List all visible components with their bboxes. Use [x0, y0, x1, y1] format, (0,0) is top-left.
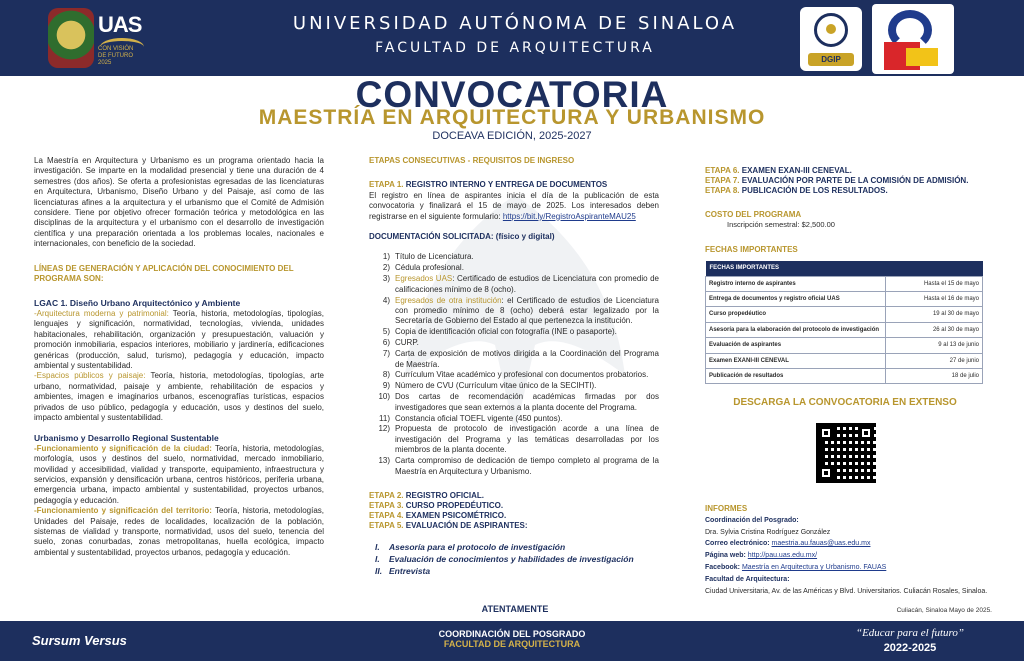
etapa-line: [705, 176, 985, 186]
table-row: [706, 338, 983, 353]
doc-item-number: 11): [379, 413, 390, 423]
doc-item-number: 8): [382, 370, 390, 380]
etapa-1-body: El registro en línea de aspirantes inicia el día de la publicación de esta convocatoria y finalizará el 15 de mayo de 2025. Los interesados deben registrarse en el siguiente formulario:: [369, 190, 659, 221]
fecha-date: 19 al 30 de mayo: [886, 307, 983, 322]
doc-item: [369, 296, 659, 327]
email-link[interactable]: maestria.au.fauas@uas.edu.mx: [771, 540, 871, 548]
fecha-item: Curso propedéutico: [706, 307, 886, 322]
lgac-2-b-text: Teoría, historia, metodologías, Unidades del Paisaje, redes de localidades, localización de la población, sistemas de vialidad y transporte, normatividad, usos del suelo, tenencia del suelo, zonas conurbadas, zonas metropolitanas, huella ecológica, impacto ambiental y sustentabilidad, proyectos urbanos, pedagogía y educación.: [34, 506, 324, 557]
doc-item-text: [395, 296, 659, 327]
costo-text: Inscripción semestral: $2,500.00: [727, 220, 835, 230]
doc-item-text: [395, 263, 659, 273]
doc-item-number: 5): [382, 327, 390, 337]
etapa-line: [369, 491, 659, 501]
evaluation-item-number: I.: [375, 541, 380, 552]
doc-item-text: [395, 274, 659, 295]
lgac-heading: LÍNEAS DE GENERACIÓN Y APLICACIÓN DEL CONOCIMIENTO DEL PROGRAMA SON:: [34, 263, 294, 284]
fb-label: Facebook:: [705, 563, 741, 571]
docs-heading: DOCUMENTACIÓN SOLICITADA: (físico y digital): [369, 232, 555, 242]
fecha-date: Hasta el 15 de mayo: [886, 276, 983, 291]
etapa-line: [705, 166, 985, 176]
fecha-item: Entrega de documentos y registro oficial UAS: [706, 292, 886, 307]
doc-item: [369, 370, 659, 380]
qr-finder-bottom-left: [818, 465, 834, 481]
download-heading: DESCARGA LA CONVOCATORIA EN EXTENSO: [733, 397, 957, 408]
dgip-logo-label: DGIP: [808, 53, 854, 66]
doc-item-text: [395, 456, 659, 477]
lgac-1-title: LGAC 1. Diseño Urbano Arquitectónico y Ambiente: [34, 298, 241, 309]
atentamente-label: ATENTAMENTE: [481, 604, 549, 614]
dgip-core-dot: [826, 24, 836, 34]
doc-item-text: [395, 381, 659, 391]
fecha-date: 18 de julio: [886, 369, 983, 384]
date-place: Culiacán, Sinaloa Mayo de 2025.: [896, 607, 992, 614]
etapa-tag: ETAPA 4.: [369, 510, 404, 520]
doc-item-number: 6): [382, 338, 390, 348]
lgac-1-a-text: Teoría, historia, metodologías, tipologías, lenguajes y significación, normatividad, tecnologías, vivienda, unidades habitacionales, rehabilitación, organización y presupuestación, valuación y promoción inmobiliaria, espacios interiores, mobiliario y jardinería, edificaciones genéricas (producción, salud, turismo), pedagogía y educación, impacto ambiental y sustentabilidad.: [34, 308, 325, 370]
doc-item-text: [395, 327, 659, 337]
lgac-1-b: [34, 371, 324, 423]
uas-logo-text: UAS: [98, 12, 142, 37]
table-row: [706, 307, 983, 322]
doc-item-number: 9): [382, 381, 390, 391]
qr-finder-top-right: [858, 425, 874, 441]
lgac-2-a-label: -Funcionamiento y significación de la ciudad:: [34, 443, 212, 453]
email-label: Correo electrónico:: [705, 540, 770, 548]
doc-item: [369, 252, 659, 262]
dgip-logo: [800, 7, 862, 71]
doc-item: [369, 414, 659, 424]
web-line: [705, 550, 995, 562]
etapa-tag: ETAPA 8.: [705, 186, 740, 195]
evaluation-item: [369, 541, 659, 553]
informes-block: [705, 503, 995, 597]
doc-item-body: : Certificado de estudios de Licenciatura con promedio de calificaciones mínimo de 8 (ocho).: [395, 274, 659, 294]
doc-item-body: Título de Licenciatura.: [395, 252, 474, 262]
doc-item-body: Copia de identificación oficial con fotografía (INE o pasaporte).: [395, 327, 617, 337]
university-name: UNIVERSIDAD AUTÓNOMA DE SINALOA: [292, 13, 738, 34]
doc-item: [369, 381, 659, 391]
qr-finder-top-left: [818, 425, 834, 441]
web-label: Página web:: [705, 552, 746, 560]
program-title: MAESTRÍA EN ARQUITECTURA Y URBANISMO: [258, 106, 766, 129]
web-link[interactable]: http://pau.uas.edu.mx/: [747, 552, 818, 560]
evaluation-list: [369, 541, 659, 577]
etapa-tag: ETAPA 6.: [705, 166, 740, 175]
footer-years: 2022-2025: [883, 642, 937, 654]
lgac-1-b-text: Teoría, historia, metodologías, tipologías, arte urbano, normatividad, paisaje y ambiente, rehabilitación de espacios y ambientes, imagen e imaginarios urbanos, escenografías turísticas, espacios privados de uso público, pedagogía y educación, usos y destinos del suelo, impacto ambiental y sustentabilidad.: [34, 371, 324, 422]
doc-item-body: : el Certificado de estudios de Licenciatura con promedio mínimo de 8 (ocho) deberá estar legalizado por la Secretaría de Gobierno del Estado al que pertenezca la institución.: [395, 295, 659, 326]
page-title: CONVOCATORIA: [355, 74, 669, 115]
doc-item: [369, 263, 659, 273]
fecha-item: Examen EXANI-III CENEVAL: [706, 353, 886, 368]
faculty-logo-yellow-block: [906, 48, 938, 66]
etapa-text: EXAMEN PSICOMÉTRICO.: [403, 510, 507, 520]
etapa-line: [369, 521, 659, 531]
uas-logo-subtext: CON VISIÓN DE FUTURO 2025: [98, 46, 134, 66]
fechas-table: [705, 261, 983, 384]
doc-item: [369, 424, 659, 455]
doc-item-body: Constancia oficial TOEFL vigente (450 puntos).: [395, 413, 563, 423]
doc-item: [369, 338, 659, 348]
faculty-name: FACULTAD DE ARQUITECTURA: [375, 40, 655, 56]
etapa-text: EXAMEN EXAN-III CENEVAL.: [739, 166, 852, 175]
column-left: [34, 156, 324, 558]
doc-item: [369, 349, 659, 370]
fechas-heading: FECHAS IMPORTANTES: [705, 244, 798, 254]
evaluation-item-text: Asesoría para el protocolo de investigación: [389, 541, 566, 552]
etapa-text: CURSO PROPEDÉUTICO.: [403, 500, 504, 510]
doc-item-number: 12): [378, 424, 390, 434]
uas-logo: [98, 12, 170, 68]
doc-item-body: Currículum Vitae académico y profesional con documentos probatorios.: [395, 370, 649, 380]
coord-label: Coordinación del Posgrado:: [705, 516, 799, 524]
registration-link[interactable]: https://bit.ly/RegistroAspiranteMAU25: [502, 211, 636, 221]
lgac-2-b-label: -Funcionamiento y significación del territorio:: [34, 506, 212, 516]
doc-item-number: 1): [382, 252, 390, 262]
fb-line: [705, 562, 995, 574]
doc-item-body: Carta de exposición de motivos dirigida a la Coordinación del Programa de Maestría.: [395, 349, 659, 369]
doc-item-text: [395, 338, 659, 348]
fac-label: Facultad de Arquitectura:: [705, 575, 790, 583]
coord-name: Dra. Sylvia Cristina Rodríguez González: [705, 528, 831, 536]
fecha-date: 27 de junio: [886, 353, 983, 368]
evaluation-item-text: Evaluación de conocimientos y habilidades de investigación: [389, 553, 634, 564]
etapas-heading: ETAPAS CONSECUTIVAS - REQUISITOS DE INGRESO: [369, 156, 575, 165]
fecha-date: 9 al 13 de junio: [886, 338, 983, 353]
evaluation-item: [369, 553, 659, 565]
column-middle: [369, 156, 659, 577]
footer-coordination: [392, 629, 632, 649]
edition-label: DOCEAVA EDICIÓN, 2025-2027: [432, 130, 592, 142]
doc-item-text: [395, 370, 659, 380]
lgac-1-a-label: -Arquitectura moderna y patrimonial:: [34, 308, 169, 318]
doc-item: [369, 327, 659, 337]
lgac-2-a: [34, 444, 324, 506]
etapa-line: [705, 186, 985, 196]
table-row: [706, 353, 983, 368]
doc-item-number: 10): [378, 392, 390, 402]
evaluation-item-number: I.: [375, 553, 380, 564]
doc-item-text: [395, 414, 659, 424]
evaluation-item: [369, 565, 659, 577]
doc-item-text: [395, 424, 659, 455]
column-right: [705, 166, 985, 384]
lgac-1-a: [34, 309, 324, 371]
doc-item-text: [395, 349, 659, 370]
footer-banner: [0, 621, 1024, 661]
table-row: [706, 276, 983, 291]
fecha-item: Publicación de resultados: [706, 369, 886, 384]
fac-address: Ciudad Universitaria, Av. de las Américas y Blvd. Universitarios. Culiacán Rosales, Sinaloa.: [705, 587, 988, 595]
doc-item: [369, 392, 659, 413]
doc-item-highlight: Egresados UAS: [395, 274, 453, 284]
etapa-1-title: [369, 180, 659, 190]
later-etapas: [369, 491, 659, 531]
docs-list: [369, 252, 659, 477]
doc-item-number: 7): [382, 349, 390, 359]
doc-item-body: CURP.: [395, 338, 419, 348]
doc-item-body: Carta compromiso de dedicación de tiempo completo al programa de la Maestría en Arquitectura y Urbanismo.: [395, 456, 659, 476]
fecha-item: Registro interno de aspirantes: [706, 276, 886, 291]
lgac-1-b-label: -Espacios públicos y paisaje:: [34, 371, 146, 381]
footer-motto: Sursum Versus: [32, 633, 127, 648]
fechas-table-header: FECHAS IMPORTANTES: [706, 261, 983, 276]
intro-paragraph: La Maestría en Arquitectura y Urbanismo es un programa orientado hacia la investigación. Se imparte en la modalidad presencial y tiene una duración de 4 semestres (dos años). Se oferta a profesionistas egresadas de las licenciaturas en Arquitectura, Urbanismo, Diseño Urbano y del Paisaje, así como de las licenciaturas afines a la arquitectura y el urbanismo que el Comité de Admisión considere. Tiene por objetivo ofrecer formación teórica y metodológica en las disciplinas de la arquitectura y el urbanismo con el desarrollo de investigación científica y una preparación orientada a los problemas locales, nacionales e internacionales, con beneficio de la sociedad.: [34, 156, 324, 249]
etapa-1-tag: ETAPA 1.: [369, 180, 404, 190]
faculty-logo: [872, 4, 954, 74]
footer-slogan: “Educar para el futuro”: [855, 627, 965, 639]
evaluation-item-number: II.: [375, 565, 383, 576]
fecha-date: Hasta el 16 de mayo: [886, 292, 983, 307]
table-row: [706, 292, 983, 307]
fecha-item: Asesoría para la elaboración del protocolo de investigación: [706, 322, 886, 337]
lgac-2-b: [34, 506, 324, 558]
fecha-item: Evaluación de aspirantes: [706, 338, 886, 353]
doc-item-number: 13): [378, 456, 390, 466]
etapa-tag: ETAPA 2.: [369, 490, 404, 500]
etapa-tag: ETAPA 7.: [705, 176, 740, 185]
final-etapas: [705, 166, 985, 196]
etapa-text: PUBLICACIÓN DE LOS RESULTADOS.: [739, 186, 888, 195]
costo-heading: COSTO DEL PROGRAMA: [705, 210, 802, 219]
qr-code-icon[interactable]: [814, 421, 878, 485]
doc-item-number: 2): [382, 263, 390, 273]
doc-item-number: 4): [382, 295, 390, 305]
table-row: [706, 369, 983, 384]
facebook-link[interactable]: Maestría en Arquitectura y Urbanismo. FAUAS: [741, 563, 887, 571]
university-crest-logo: [48, 8, 94, 68]
doc-item: [369, 274, 659, 295]
fecha-date: 26 al 30 de mayo: [886, 322, 983, 337]
footer-coord-1: COORDINACIÓN DEL POSGRADO: [438, 629, 586, 639]
etapa-line: [369, 511, 659, 521]
etapa-tag: ETAPA 3.: [369, 500, 404, 510]
evaluation-item-text: Entrevista: [389, 565, 431, 576]
lgac-2-a-text: Teoría, historia, metodologías, morfología, usos y destinos del suelo, normatividad, mercado inmobiliario, movilidad y accesibilidad, vialidad y transporte, equipamiento, infraestructura y servicios, expansión y densificación urbana, centros históricos, periferia urbana, emergencia urbana, impacto ambiental y sustentabilidad, proyectos urbanos, pedagogía y educación.: [34, 443, 325, 505]
etapa-text: REGISTRO OFICIAL.: [403, 490, 484, 500]
table-row: [706, 322, 983, 337]
email-line: [705, 538, 995, 550]
etapa-text: EVALUACIÓN DE ASPIRANTES:: [403, 520, 528, 530]
footer-coord-2: FACULTAD DE ARQUITECTURA: [443, 639, 581, 649]
doc-item-body: Propuesta de protocolo de investigación acorde a una línea de investigación del Programa y las temáticas desarrolladas por los miembros de la planta docente.: [395, 424, 659, 455]
doc-item-body: Número de CVU (Currículum vitae único de la SECIHTI).: [395, 381, 597, 391]
header-banner: [0, 0, 1024, 76]
etapa-text: EVALUACIÓN POR PARTE DE LA COMISIÓN DE ADMISIÓN.: [739, 176, 969, 185]
doc-item-body: Dos cartas de recomendación académicas firmadas por dos investigadores que sean externos a la planta docente del Programa.: [395, 392, 659, 412]
doc-item-number: 3): [382, 274, 390, 284]
etapa-tag: ETAPA 5.: [369, 520, 404, 530]
doc-item-text: [395, 392, 659, 413]
doc-item-body: Cédula profesional.: [395, 263, 464, 273]
etapa-line: [369, 501, 659, 511]
informes-heading: INFORMES: [705, 504, 748, 513]
lgac-2-title: Urbanismo y Desarrollo Regional Sustentable: [34, 433, 219, 444]
doc-item-text: [395, 252, 659, 262]
etapa-1-text: [369, 191, 659, 222]
doc-item-highlight: Egresados de otra institución: [395, 295, 502, 305]
doc-item: [369, 456, 659, 477]
etapa-1-title-text: REGISTRO INTERNO Y ENTREGA DE DOCUMENTOS: [403, 180, 608, 190]
